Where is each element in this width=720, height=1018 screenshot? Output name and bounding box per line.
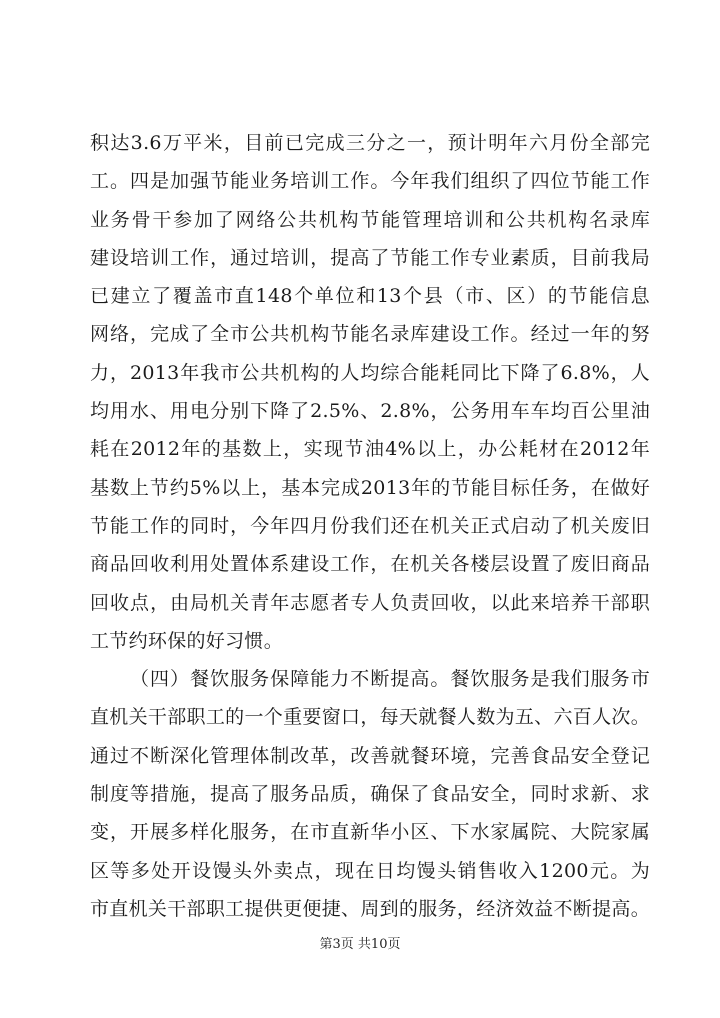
text-line: 基数上节约5%以上，基本完成2013年的节能目标任务，在做好 [90, 476, 650, 499]
text-line: 积达3.6万平米，目前已完成三分之一，预计明年六月份全部完 [90, 132, 650, 154]
text-line: 均用水、用电分别下降了2.5%、2.8%，公务用车车均百公里油 [90, 400, 650, 423]
text-line: 建设培训工作，通过培训，提高了节能工作专业素质，目前我局 [90, 246, 650, 269]
text-line: 力，2013年我市公共机构的人均综合能耗同比下降了6.8%，人 [90, 361, 650, 384]
body-text [90, 124, 650, 928]
page-number-footer: 第3页 共10页 [319, 937, 401, 952]
text-line: 业务骨干参加了网络公共机构节能管理培训和公共机构名录库 [90, 208, 650, 231]
text-line: 节能工作的同时，今年四月份我们还在机关正式启动了机关废旧 [90, 514, 650, 537]
text-line: 商品回收利用处置体系建设工作，在机关各楼层设置了废旧商品 [90, 553, 650, 576]
section-heading-line: （四）餐饮服务保障能力不断提高。餐饮服务是我们服务市 [130, 668, 650, 691]
text-line: 网络，完成了全市公共机构节能名录库建设工作。经过一年的努 [90, 323, 650, 346]
text-line: 直机关干部职工的一个重要窗口，每天就餐人数为五、六百人次。 [90, 706, 650, 729]
text-line: 变，开展多样化服务，在市直新华小区、下水家属院、大院家属 [90, 821, 650, 844]
text-line: 区等多处开设馒头外卖点，现在日均馒头销售收入1200元。为 [90, 859, 650, 882]
text-line: 回收点，由局机关青年志愿者专人负责回收，以此来培养干部职 [90, 591, 650, 614]
text-line: 制度等措施，提高了服务品质，确保了食品安全，同时求新、求 [90, 783, 650, 806]
text-line: 通过不断深化管理体制改革，改善就餐环境，完善食品安全登记 [90, 744, 650, 767]
text-line: 已建立了覆盖市直148个单位和13个县（市、区）的节能信息 [90, 285, 650, 308]
text-line: 市直机关干部职工提供更便捷、周到的服务，经济效益不断提高。 [90, 897, 650, 920]
text-line: 耗在2012年的基数上，实现节油4%以上，办公耗材在2012年 [90, 438, 650, 461]
text-line: 工节约环保的好习惯。 [90, 629, 284, 652]
text-line: 工。四是加强节能业务培训工作。今年我们组织了四位节能工作 [90, 170, 650, 193]
